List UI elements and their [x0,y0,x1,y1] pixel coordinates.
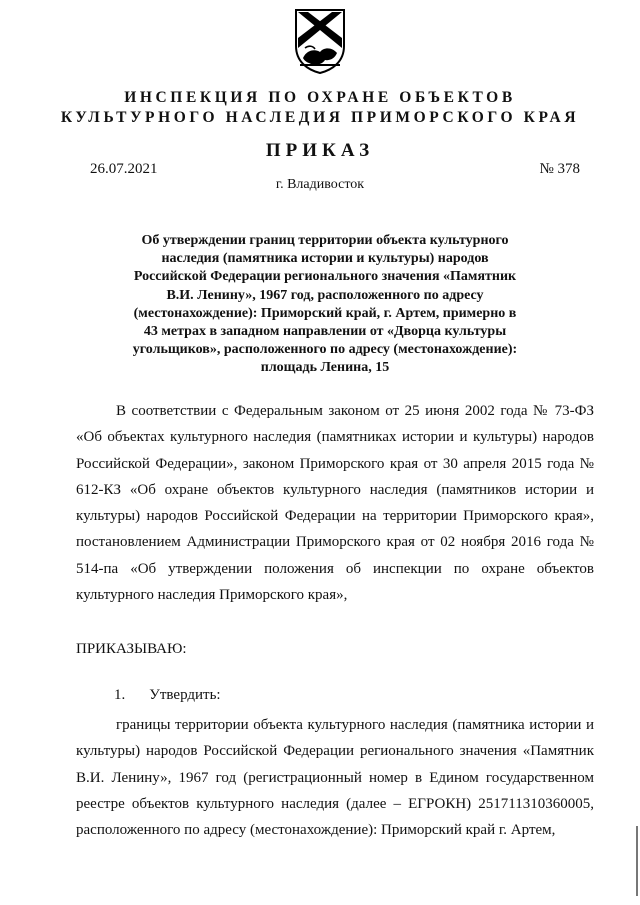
decree-word: ПРИКАЗЫВАЮ: [76,641,187,657]
primorsky-coat-of-arms-icon [294,8,346,74]
item-body-paragraph: границы территории объекта культурного наследия (памятника истории и культуры) народов Российской Федерации регионального значения «Памятник В.И. Ленину», 1967 год (регистрационный номер в Едином государственном реестре объектов культурного наследия (далее – ЕГРОКН) 251711310360005, расположенного по адресу (местонахождение): Приморский край г. Артем, [76,717,594,839]
order-subject: Об утверждении границ территории объекта культурного наследия (памятника истории и культуры) народов Российской Федерации регионального значения «Памятник В.И. Ленину», 1967 год, расположенного по адресу (местонахождение): Приморский край, г. Артем, примерно в 43 метрах в западном направлении от «Дворца культуры угольщиков», расположенного по адресу (местонахождение): площадь Ленина, 15 [132,233,518,376]
list-item [114,687,221,704]
document-number: № 378 [539,161,580,177]
item-text: Утвердить: [149,687,221,703]
item-number: 1. [114,687,126,703]
document-type-title: ПРИКАЗ [265,140,375,161]
document-city: г. Владивосток [275,177,365,192]
scan-edge-mark [636,826,638,896]
organization-name-line2: КУЛЬТУРНОГО НАСЛЕДИЯ ПРИМОРСКОГО КРАЯ [60,109,580,126]
organization-name-line1: ИНСПЕКЦИЯ ПО ОХРАНЕ ОБЪЕКТОВ [124,89,516,106]
document-date: 26.07.2021 [90,161,158,177]
preamble-paragraph: В соответствии с Федеральным законом от 25 июня 2002 года № 73-ФЗ «Об объектах культурного наследия (памятниках истории и культуры) народов Российской Федерации», законом Приморского края от 30 апреля 2015 года № 612-КЗ «Об охране объектов культурного наследия (памятников истории и культуры) народов Российской Федерации на территории Приморского края», постановлением Администрации Приморского края от 02 ноября 2016 года № 514-па «Об утверждении положения об инспекции по охране объектов культурного наследия Приморского края», [76,403,594,604]
